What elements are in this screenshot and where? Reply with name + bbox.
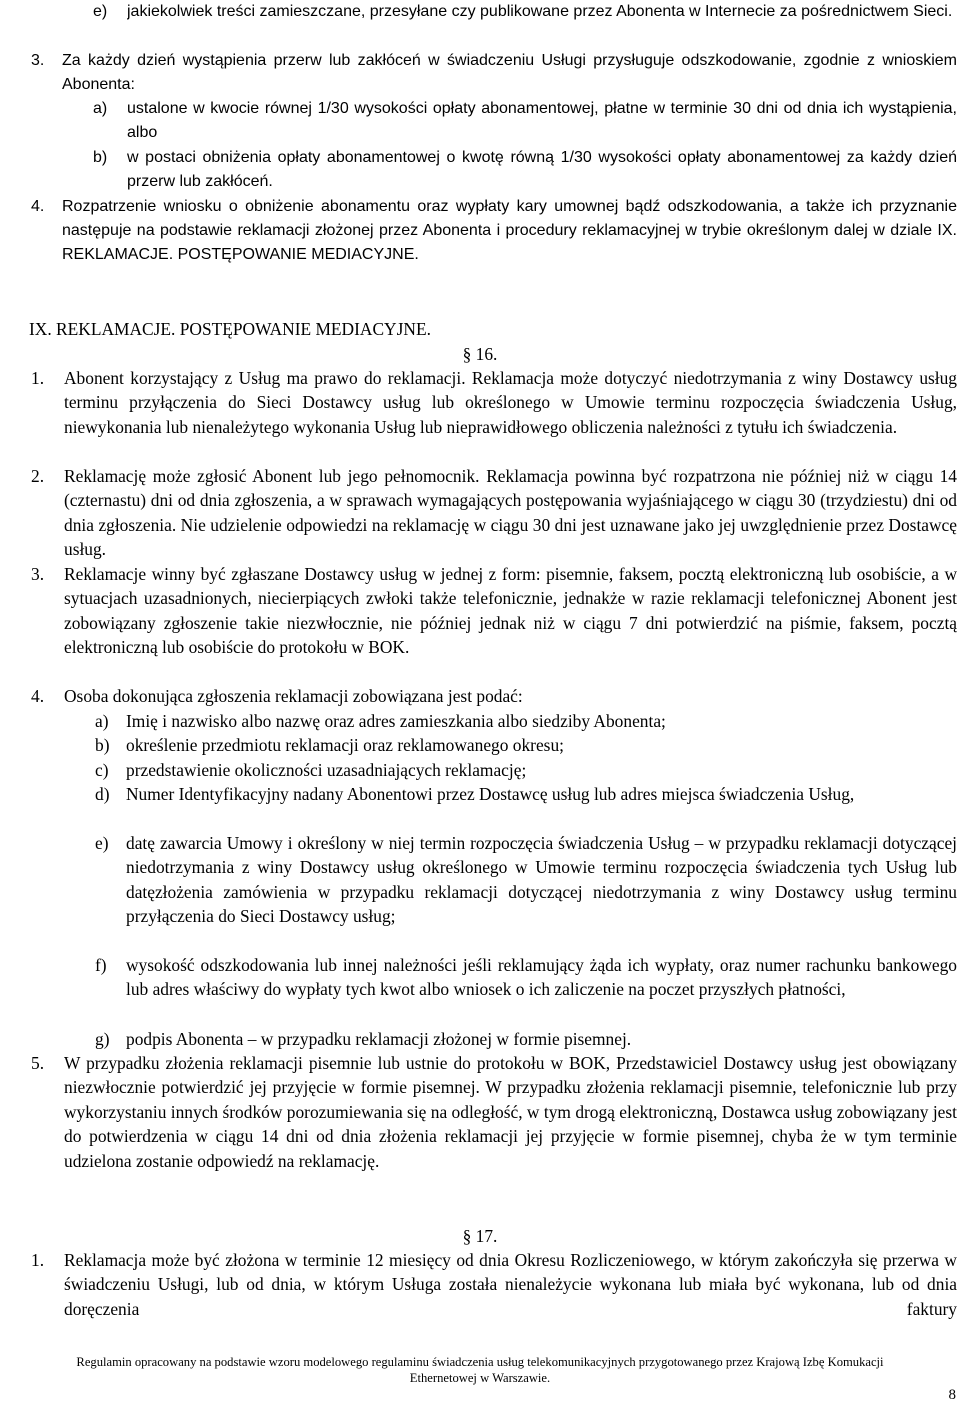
- paragraph-3-label: 3.: [31, 52, 45, 69]
- rule-2-label: 2.: [31, 466, 45, 486]
- rule-4-label: 4.: [31, 686, 45, 706]
- list-item-text: Imię i nazwisko albo nazwę oraz adres zamieszkania albo siedziby Abonenta;: [126, 711, 666, 731]
- list-item-text: przedstawienie okoliczności uzasadniających reklamację;: [126, 760, 527, 780]
- rule-1-text: Abonent korzystający z Usług ma prawo do reklamacji. Reklamacja może dotyczyć niedotrzymania z winy Dostawcy usług terminu przyłączenia do Sieci Dostawcy usług lub określonego w Umowie terminu rozpoczęcia świadczenia Usług, niewykonania lub nienależytego wykonania Usług lub nieprawidłowego obliczenia należności z tytułu ich świadczenia.: [64, 368, 957, 437]
- item-e-label: e): [93, 3, 108, 20]
- list-item-text: podpis Abonenta – w przypadku reklamacji złożonej w formie pisemnej.: [126, 1029, 632, 1049]
- rule-17-1-label: 1.: [31, 1250, 45, 1270]
- rule-2-text: Reklamację może zgłosić Abonent lub jego pełnomocnik. Reklamacja powinna być rozpatrzona nie później niż w ciągu 14 (czternastu) dni od dnia zgłoszenia, a w sprawach wymagających postępowania wyjaśniającego w ciągu 30 (trzydziestu) dni od dnia zgłoszenia. Nie udzielenie odpowiedzi na reklamację w ciągu 30 dni jest uznawane jako jej uwzględnienie przez Dostawcę usług.: [64, 466, 957, 560]
- rule-3-label: 3.: [31, 564, 45, 584]
- list-item-text: określenie przedmiotu reklamacji oraz reklamowanego okresu;: [126, 735, 564, 755]
- list-item-label: d): [95, 784, 110, 804]
- list-item-label: f): [95, 955, 107, 975]
- rule-3-text: Reklamacje winny być zgłaszane Dostawcy usług w jednej z form: pisemnie, faksem, pocztą elektroniczną lub osobiście, a w sytuacjach uzasadnionych, niecierpiących zwłoki także telefonicznie, jednakże w razie reklamacji telefonicznej Abonent jest zobowiązany zgłoszenie takie niezwłocznie, nie później jednak niż w ciągu 7 dni potwierdzić na piśmie, faksem, pocztą elektroniczną lub osobiście do protokołu w BOK.: [64, 564, 957, 658]
- paragraph-4-text: Rozpatrzenie wniosku o obniżenie abonamentu oraz wypłaty kary umownej bądź odszkodowania, a także ich przyznanie następuje na podstawie reklamacji złożonej przez Abonenta i procedury reklamacyjnej w trybie określonym dalej w dziale IX. REKLAMACJE. POSTĘPOWANIE MEDIACYJNE.: [62, 198, 957, 263]
- rule-17-1-text: Reklamacja może być złożona w terminie 12 miesięcy od dnia Okresu Rozliczeniowego, w którym zakończyła się przerwa w świadczeniu Usługi, lub od dnia, w którym Usługa została nienależycie wykonana lub miała być wykonana, lub od dnia doręczenia faktury: [64, 1250, 957, 1319]
- paragraph-4-label: 4.: [31, 198, 45, 215]
- paragraph-17-heading: § 17.: [462, 1226, 498, 1246]
- page-footer: [0, 1354, 960, 1386]
- list-item-label: g): [95, 1029, 110, 1049]
- item-3a-text: ustalone w kwocie równej 1/30 wysokości opłaty abonamentowej, płatne w terminie 30 dni od dnia ich wystąpienia, albo: [127, 100, 957, 141]
- list-item-label: e): [95, 833, 109, 853]
- item-3b-label: b): [93, 149, 108, 166]
- item-e-text: jakiekolwiek treści zamieszczane, przesyłane czy publikowane przez Abonenta w Internecie za pośrednictwem Sieci.: [127, 3, 953, 20]
- list-item-text: datę zawarcia Umowy i określony w niej termin rozpoczęcia świadczenia Usług – w przypadku reklamacji dotyczącej niedotrzymania z winy Dostawcy usług określonego w Umowie terminu rozpoczęcia świadczenia tych Usług lub datęzłożenia zamówienia w przypadku reklamacji dotyczącej niedotrzymania z winy Dostawcy usług terminu przyłączenia do Sieci Dostawcy usług;: [126, 833, 957, 927]
- footer-line-2: Ethernetowej w Warszawie.: [409, 1371, 551, 1385]
- list-item-label: a): [95, 711, 109, 731]
- rule-4-text: Osoba dokonująca zgłoszenia reklamacji zobowiązana jest podać:: [64, 686, 523, 706]
- rule-5-text: W przypadku złożenia reklamacji pisemnie lub ustnie do protokołu w BOK, Przedstawiciel Dostawcy usług jest obowiązany niezwłocznie potwierdzić jej przyjęcie w formie pisemnej. W przypadku złożenia reklamacji pisemnie, telefonicznie lub przy wykorzystaniu innych środków porozumiewania się na odległość, w tym drogą elektroniczną, Dostawca usług zobowiązany jest do potwierdzenia w ciągu 14 dni od dnia złożenia reklamacji jej przyjęcie w formie pisemnej, chyba że w tym terminie udzielona zostanie odpowiedź na reklamację.: [64, 1053, 957, 1171]
- rule-5-label: 5.: [31, 1053, 45, 1073]
- item-3a-label: a): [93, 100, 108, 117]
- list-item-label: c): [95, 760, 109, 780]
- footer-line-1: Regulamin opracowany na podstawie wzoru modelowego regulaminu świadczenia usług telekomunikacyjnych przygotowanego przez Krajową Izbę Komukacji: [76, 1355, 884, 1369]
- rule-1-label: 1.: [31, 368, 45, 388]
- paragraph-3-text: Za każdy dzień wystąpienia przerw lub zakłóceń w świadczeniu Usługi przysługuje odszkodowanie, zgodnie z wnioskiem Abonenta:: [62, 52, 957, 93]
- paragraph-16-heading: § 16.: [462, 344, 498, 364]
- list-item-text: wysokość odszkodowania lub innej należności jeśli reklamujący żąda ich wypłaty, oraz numer rachunku bankowego lub adres właściwy do wypłaty tych kwot albo wniosek o ich zaliczenie na poczet przyszłych płatności,: [126, 955, 957, 1000]
- list-item-label: b): [95, 735, 110, 755]
- page-number: 8: [948, 1387, 956, 1403]
- section-heading: IX. REKLAMACJE. POSTĘPOWANIE MEDIACYJNE.: [29, 319, 431, 339]
- item-3b-text: w postaci obniżenia opłaty abonamentowej o kwotę równą 1/30 wysokości opłaty abonamentowej za każdy dzień przerw lub zakłóceń.: [127, 149, 957, 190]
- list-item-text: Numer Identyfikacyjny nadany Abonentowi przez Dostawcę usług lub adres miejsca świadczenia Usług,: [126, 784, 855, 804]
